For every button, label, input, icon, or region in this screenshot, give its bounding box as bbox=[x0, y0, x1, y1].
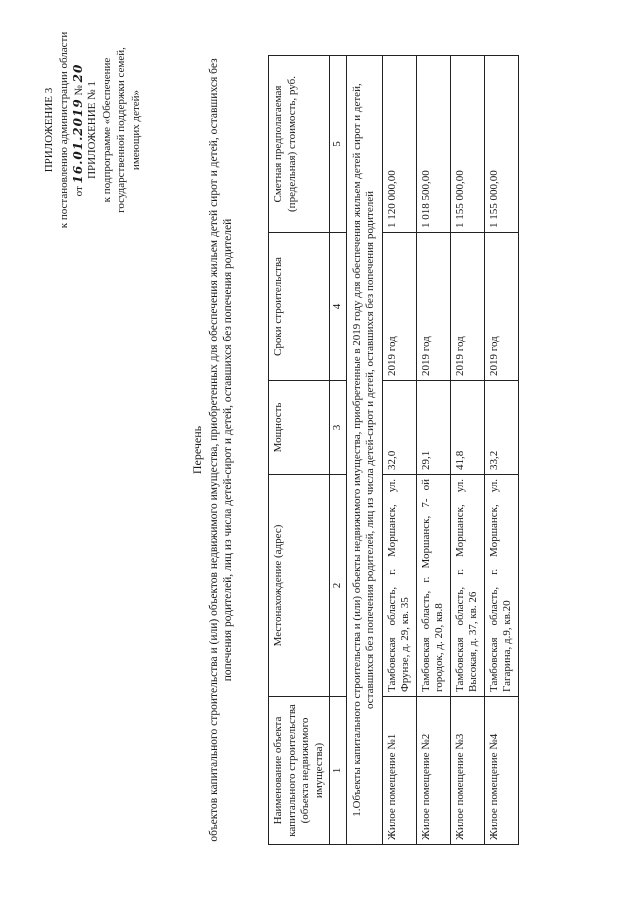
appendix-header bbox=[42, 0, 143, 285]
objects-table bbox=[268, 55, 519, 845]
cell-cost: 1 120 000,00 bbox=[382, 56, 416, 233]
header-cost: Сметная предполагаемая (предельная) стоимость, руб. bbox=[269, 56, 330, 233]
cell-power: 29,1 bbox=[416, 381, 450, 475]
cell-address: Тамбовская область, г. Моршанск, 7- ой городок, д. 20, кв.8 bbox=[416, 475, 450, 697]
cell-cost: 1 155 000,00 bbox=[484, 56, 518, 233]
title-text: объектов капитального строительства и (или) объектов недвижимого имущества, приобретенных для обеспечения жильем детей сирот и детей, оставшихся без попечения родителей, лиц из числа детей-сирот и детей, оставшихся без попечения родителей bbox=[207, 58, 234, 842]
cell-address: Тамбовская область, г. Моршанск, ул. Высокая, д. 37, кв. 26 bbox=[450, 475, 484, 697]
column-number-row bbox=[330, 56, 347, 845]
title-heading: Перечень bbox=[190, 425, 204, 475]
cell-address: Тамбовская область, г. Моршанск, ул. Гагарина, д.9, кв.20 bbox=[484, 475, 518, 697]
cell-object-name: Жилое помещение №1 bbox=[382, 697, 416, 845]
table-row bbox=[382, 56, 416, 845]
table-row bbox=[416, 56, 450, 845]
handwritten-date: 16.01.2019 bbox=[71, 98, 85, 184]
cell-term: 2019 год bbox=[484, 233, 518, 381]
cell-cost: 1 155 000,00 bbox=[450, 56, 484, 233]
cell-object-name: Жилое помещение №3 bbox=[450, 697, 484, 845]
table-row bbox=[484, 56, 518, 845]
appendix-subprogram-line2: государственной поддержки семей, bbox=[115, 47, 127, 213]
appendix-number: ПРИЛОЖЕНИЕ 3 bbox=[43, 87, 55, 173]
cell-cost: 1 018 500,00 bbox=[416, 56, 450, 233]
table-header-row bbox=[269, 56, 330, 845]
section-title: 1.Объекты капитального строительства и (или) объекты недвижимого имущества, приобретенные в 2019 году для обеспечения жильем детей сирот и детей, оставшихся без попечения родителей, лиц из числа детей-сирот и детей, оставшихся без попечения родителей bbox=[346, 56, 382, 845]
cell-power: 32,0 bbox=[382, 381, 416, 475]
column-number: 3 bbox=[330, 381, 347, 475]
column-number: 1 bbox=[330, 697, 347, 845]
cell-power: 33,2 bbox=[484, 381, 518, 475]
date-prefix: от bbox=[73, 186, 85, 197]
appendix-subprogram-line3: имеющих детей» bbox=[129, 89, 142, 171]
column-number: 5 bbox=[330, 56, 347, 233]
cell-address: Тамбовская область, г. Моршанск, ул. Фрунзе, д. 29, кв. 35 bbox=[382, 475, 416, 697]
appendix-resolution-ref: к постановлению администрации области bbox=[57, 31, 70, 229]
appendix-sub-number: ПРИЛОЖЕНИЕ № 1 bbox=[86, 81, 98, 179]
cell-object-name: Жилое помещение №2 bbox=[416, 697, 450, 845]
header-address: Местонахождение (адрес) bbox=[269, 475, 330, 697]
section-title-row bbox=[346, 56, 382, 845]
column-number: 2 bbox=[330, 475, 347, 697]
column-number: 4 bbox=[330, 233, 347, 381]
cell-term: 2019 год bbox=[416, 233, 450, 381]
appendix-date-number-line bbox=[71, 0, 85, 285]
document-title bbox=[190, 55, 236, 845]
handwritten-number: 20 bbox=[71, 63, 85, 83]
header-power: Мощность bbox=[269, 381, 330, 475]
cell-term: 2019 год bbox=[450, 233, 484, 381]
header-term: Сроки строительства bbox=[269, 233, 330, 381]
cell-object-name: Жилое помещение №4 bbox=[484, 697, 518, 845]
number-label: № bbox=[73, 85, 85, 96]
cell-term: 2019 год bbox=[382, 233, 416, 381]
cell-power: 41,8 bbox=[450, 381, 484, 475]
header-object-name: Наименование объекта капитального строительства (объекта недвижимого имущества) bbox=[269, 697, 330, 845]
appendix-subprogram-line1: к подпрограмме «Обеспечение bbox=[100, 57, 113, 203]
table-row bbox=[450, 56, 484, 845]
